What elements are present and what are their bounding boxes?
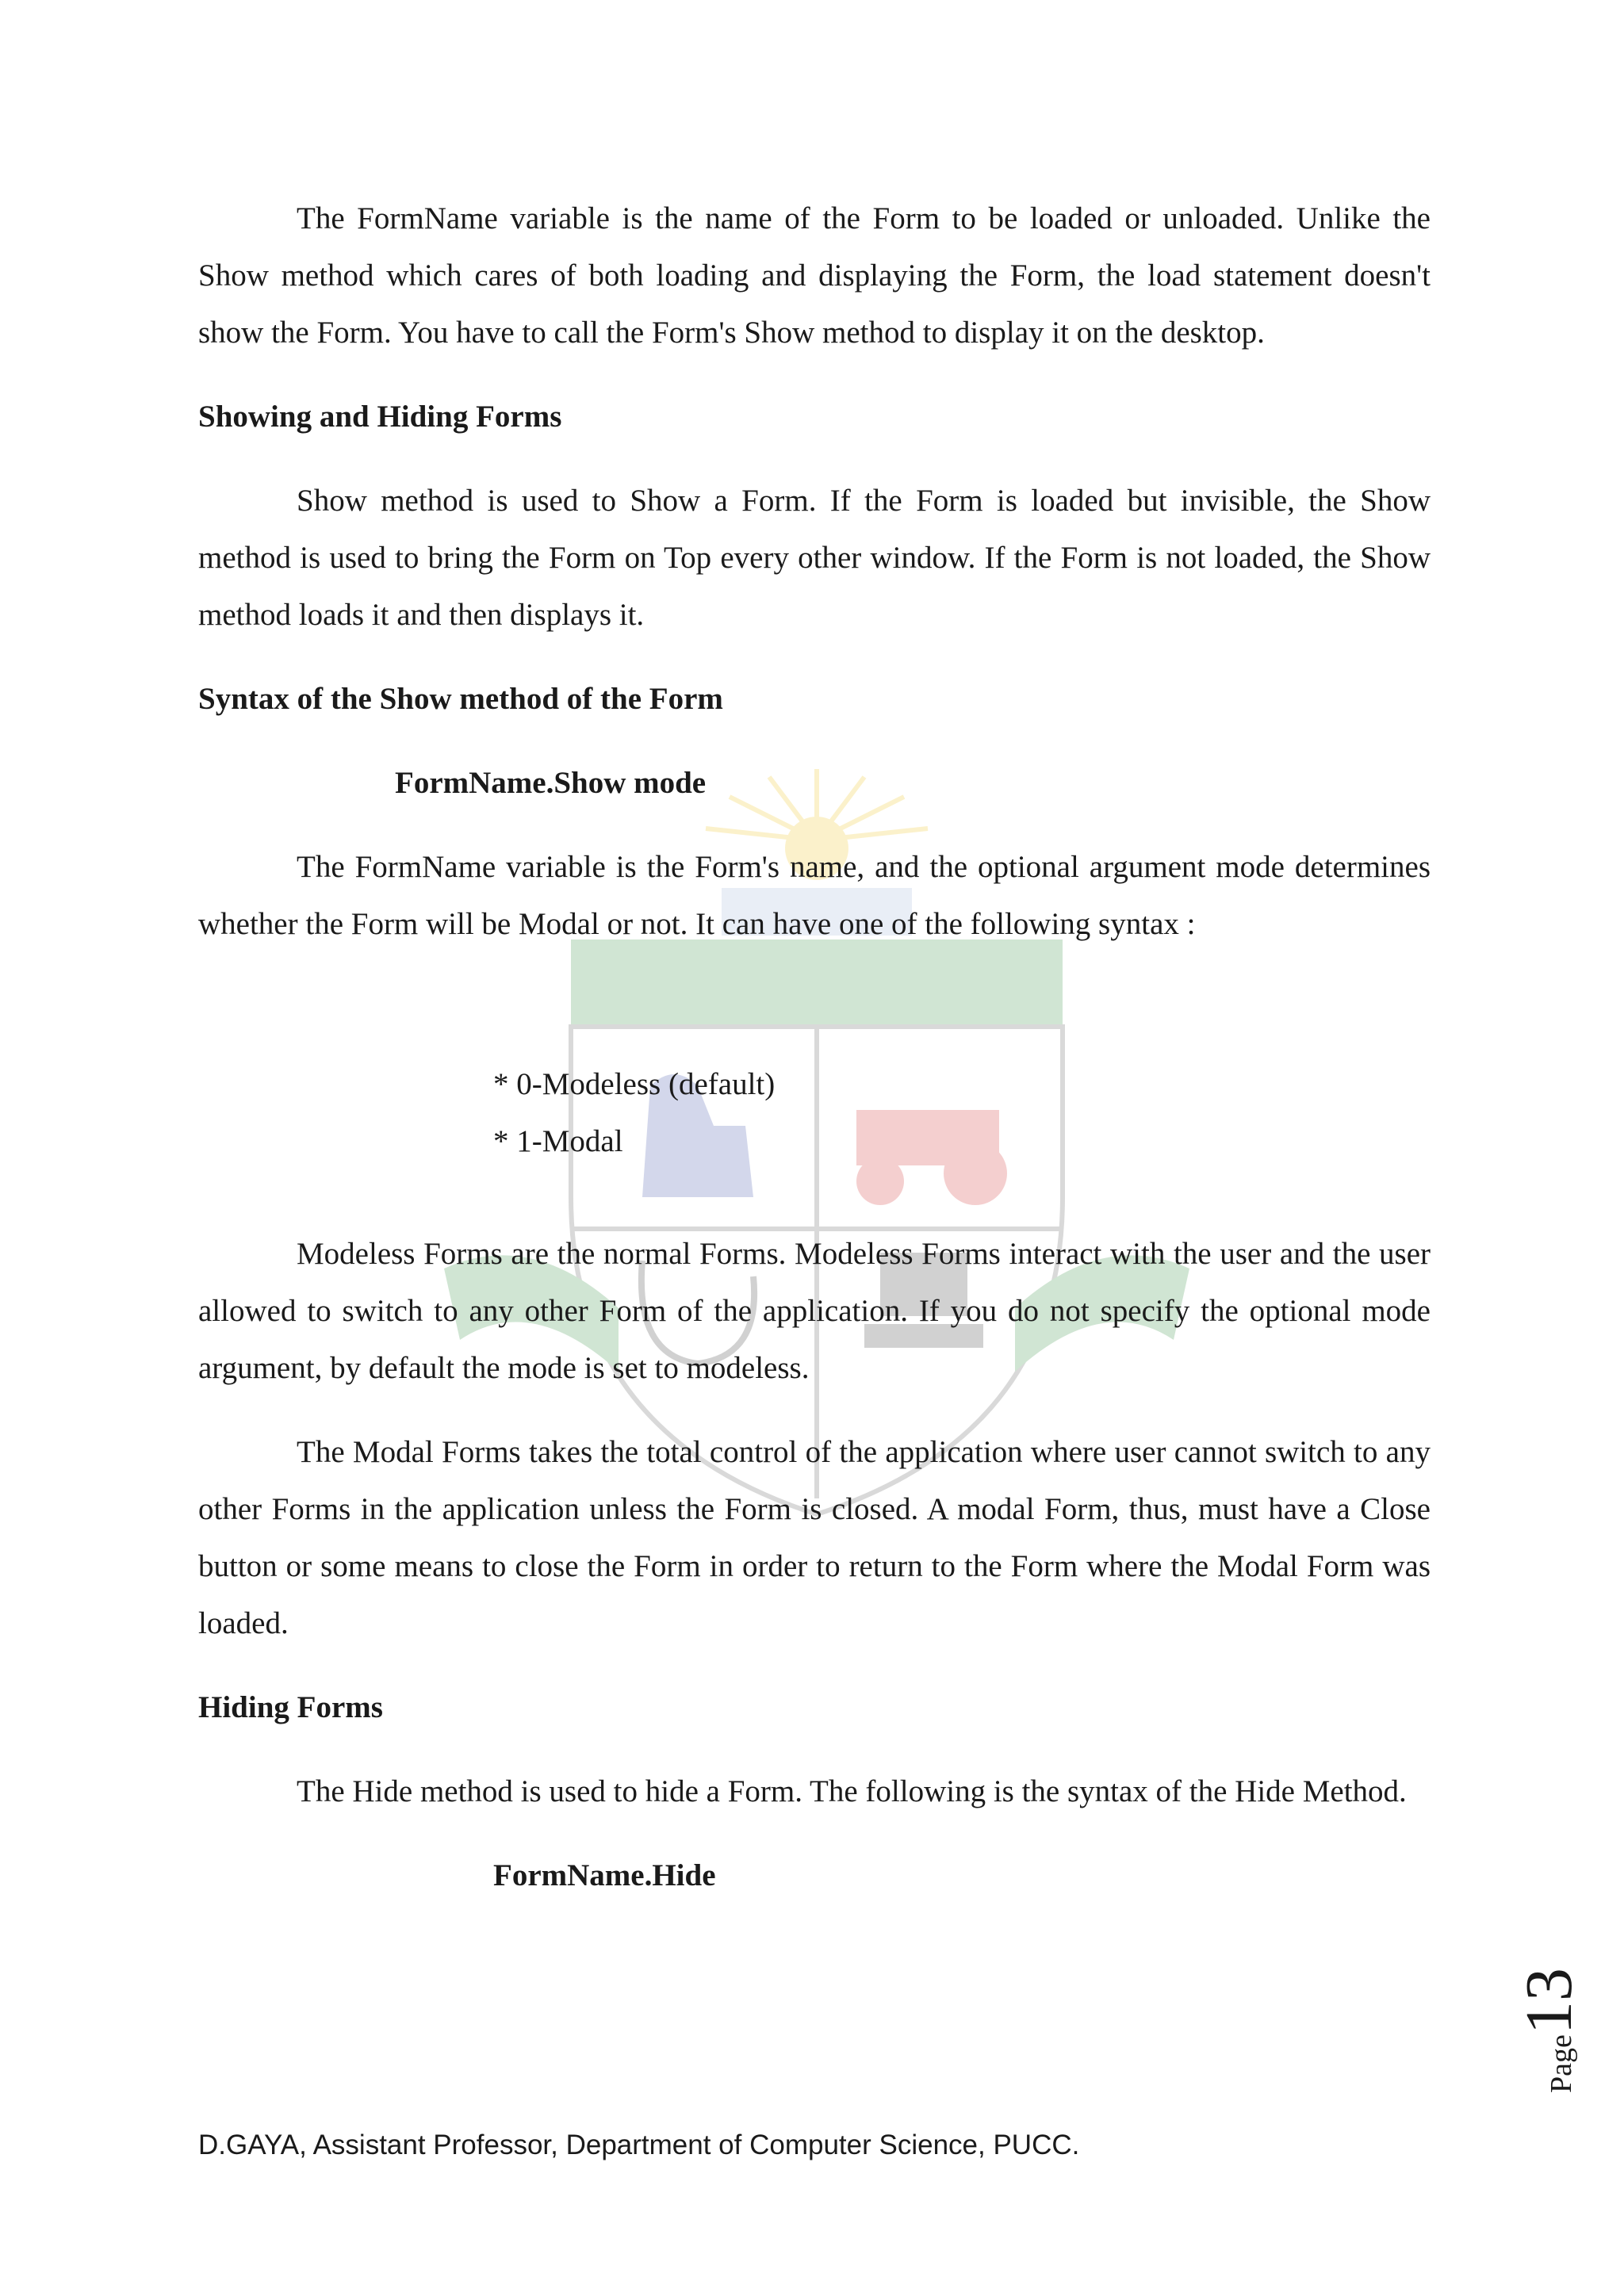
paragraph-hide-method: The Hide method is used to hide a Form. The following is the syntax of the Hide Method.: [297, 1774, 1407, 1808]
heading-hiding-forms: Hiding Forms: [198, 1690, 383, 1724]
page-label: Page: [1545, 2034, 1578, 2093]
paragraph-load-statement: The FormName variable is the name of the Form to be loaded or unloaded. Unlike the Show method which cares of both loading and displaying the Form, the load statement doesn't show the Form. You have to call the Form's Show method to display it on the desktop.: [198, 201, 1431, 350]
page-number-value: 13: [1512, 1968, 1586, 2035]
mode-option-modeless: * 0-Modeless (default): [493, 1067, 776, 1101]
paragraph-show-method: Show method is used to Show a Form. If the Form is loaded but invisible, the Show method is used to bring the Form on Top every other window. If the Form is not loaded, the Show method loads it and then displays it.: [198, 484, 1431, 632]
mode-option-modal: * 1-Modal: [493, 1124, 623, 1158]
mode-options-list: [198, 1056, 1431, 1170]
code-show-syntax: FormName.Show mode: [395, 766, 707, 800]
code-hide-syntax: FormName.Hide: [493, 1858, 716, 1892]
page-number: [1511, 1968, 1590, 2093]
heading-showing-hiding: Showing and Hiding Forms: [198, 400, 562, 434]
document-body: [198, 190, 1431, 1931]
heading-show-syntax: Syntax of the Show method of the Form: [198, 682, 723, 716]
paragraph-mode-argument: The FormName variable is the Form's name, and the optional argument mode determines whether the Form will be Modal or not. It can have one of the following syntax :: [198, 850, 1431, 941]
paragraph-modal-forms: The Modal Forms takes the total control of the application where user cannot switch to any other Forms in the application unless the Form is closed. A modal Form, thus, must have a Close button or some means to close the Form in order to return to the Form where the Modal Form was loaded.: [198, 1435, 1431, 1640]
paragraph-modeless-forms: Modeless Forms are the normal Forms. Modeless Forms interact with the user and the user allowed to switch to any other Form of the application. If you do not specify the optional mode argument, by default the mode is set to modeless.: [198, 1237, 1431, 1385]
page-footer: D.GAYA, Assistant Professor, Department of Computer Science, PUCC.: [198, 2130, 1080, 2160]
